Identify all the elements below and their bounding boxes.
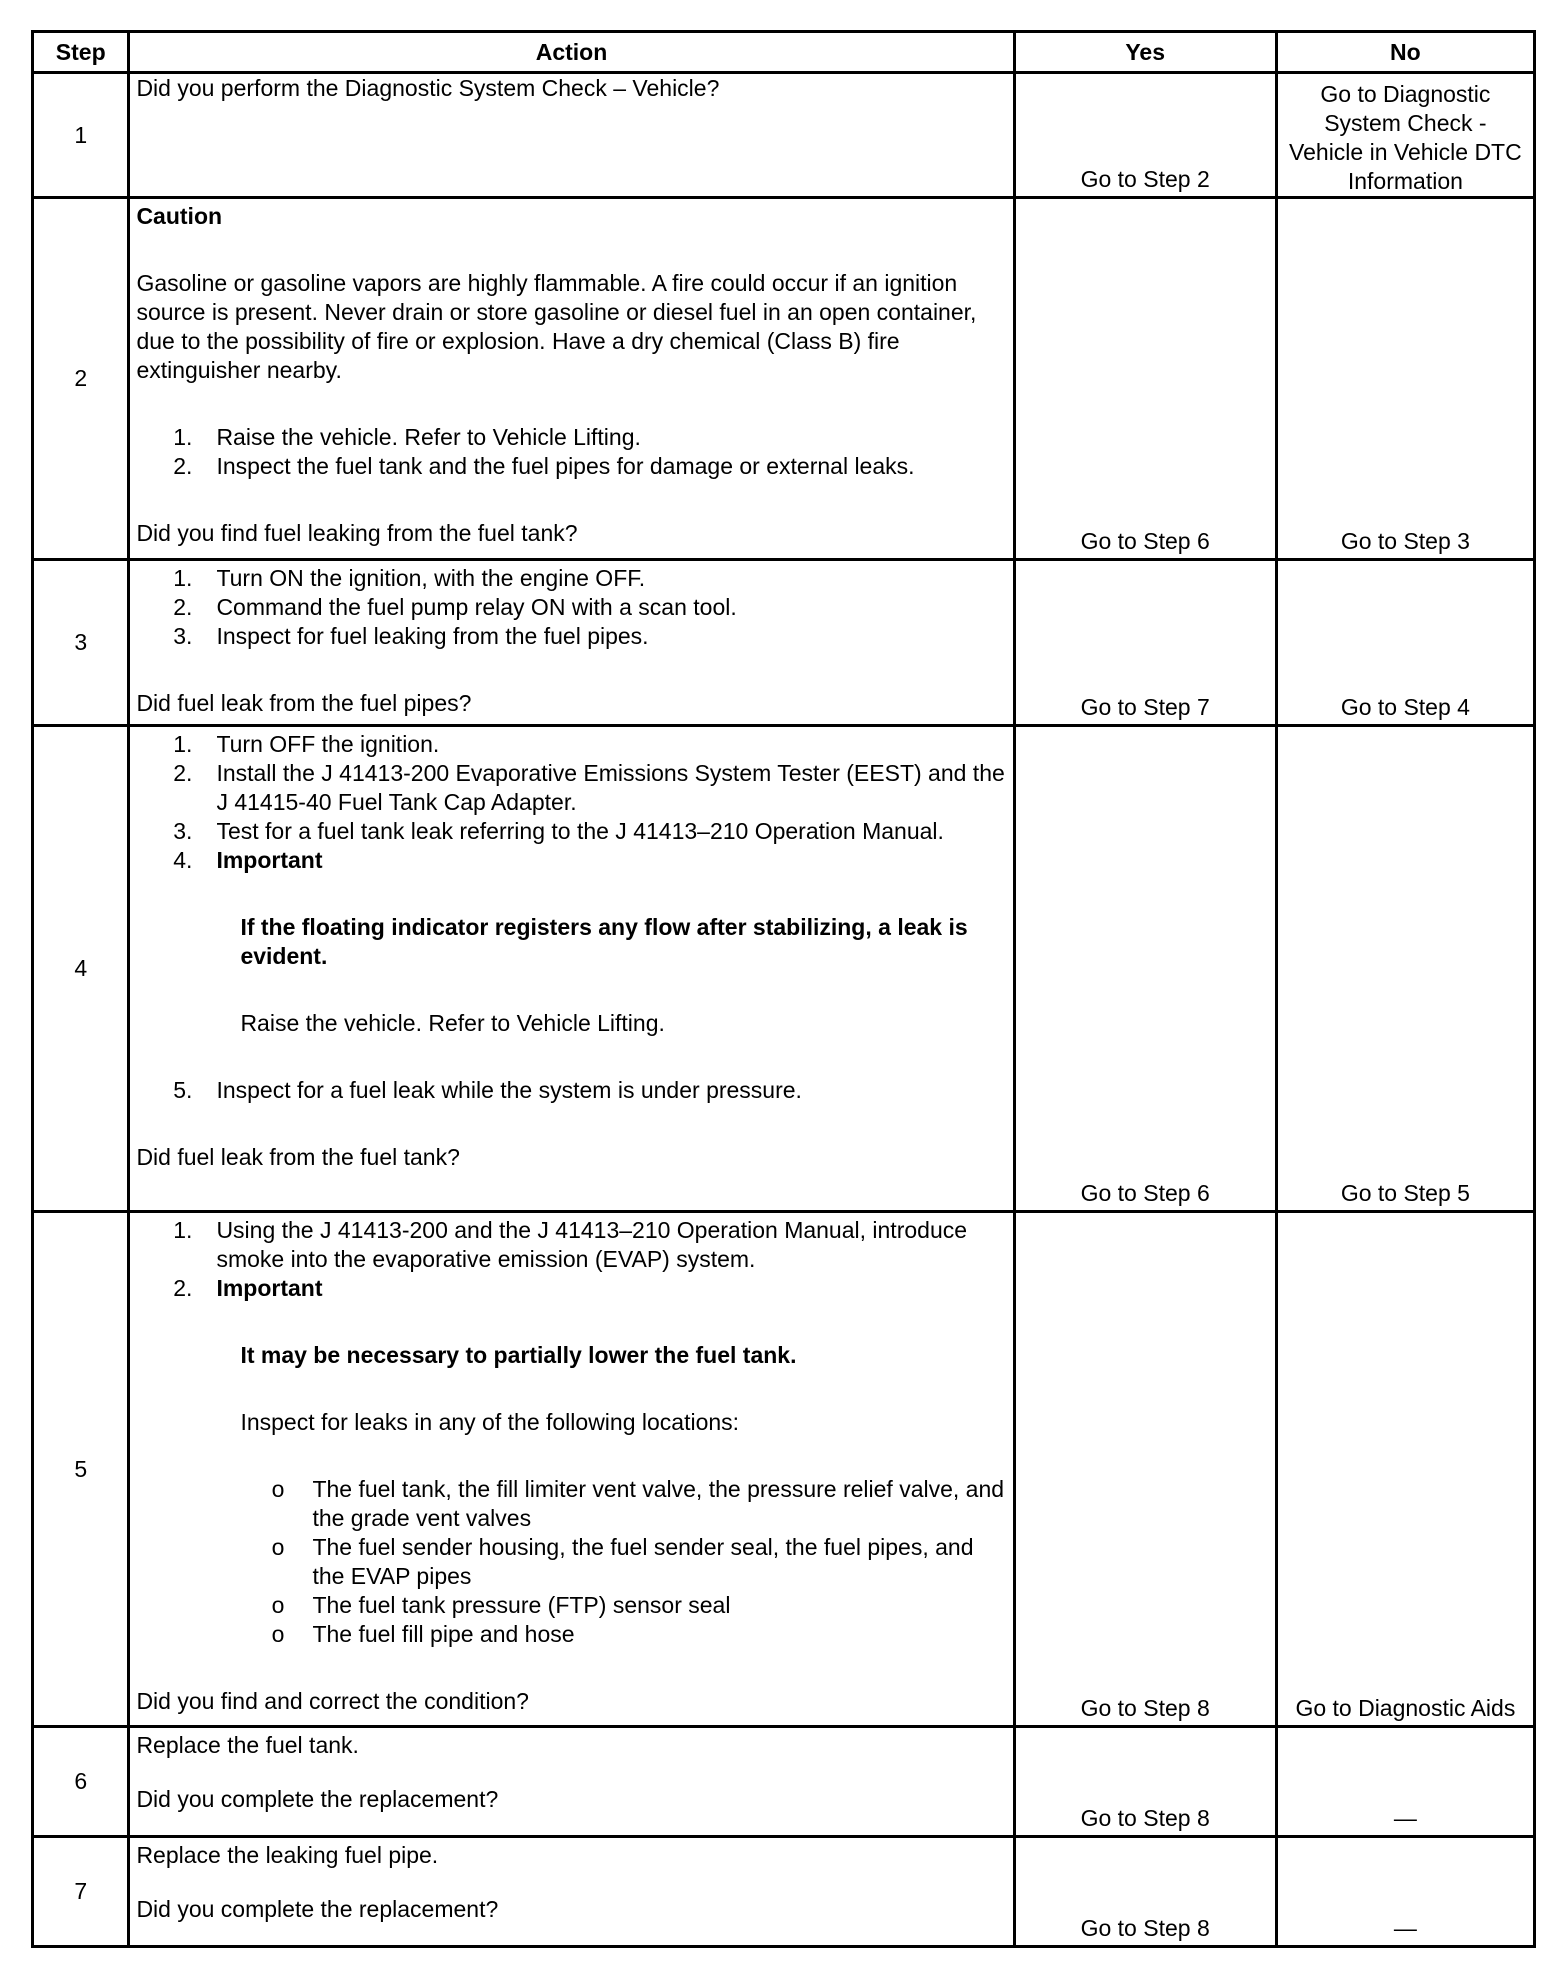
item-number: 1.: [173, 565, 193, 591]
step-number: 3: [33, 560, 129, 726]
action-cell: [129, 1837, 1014, 1947]
step-row-7: [33, 1837, 1535, 1947]
step-number: 7: [33, 1837, 129, 1947]
question-text: Did you complete the replacement?: [136, 1896, 499, 1922]
item-text: Inspect for a fuel leak while the system is under pressure.: [216, 1077, 802, 1103]
list-item: [136, 817, 1008, 846]
no-cell: Go to Step 5: [1276, 726, 1534, 1212]
item-number: 2.: [173, 453, 193, 479]
item-number: 1.: [173, 1217, 193, 1243]
bullet-item: [136, 1533, 1008, 1591]
item-number: 2.: [173, 1275, 193, 1301]
header-step: Step: [33, 32, 129, 73]
yes-cell: Go to Step 8: [1014, 1837, 1276, 1947]
header-no: No: [1276, 32, 1534, 73]
action-cell: [129, 560, 1014, 726]
caution-title: Caution: [136, 203, 223, 229]
step-number: 2: [33, 198, 129, 560]
header-row: [33, 32, 1535, 73]
item-text: Test for a fuel tank leak referring to the J 41413–210 Operation Manual.: [216, 818, 944, 844]
action-cell: [129, 1727, 1014, 1837]
caution-text: Gasoline or gasoline vapors are highly flammable. A fire could occur if an ignition source is present. Never drain or store gasoline or diesel fuel in an open container, due to the possibility of fire or explosion. Have a dry chemical (Class B) fire extinguisher nearby.: [136, 270, 977, 383]
question-text: Did you find and correct the condition?: [136, 1688, 529, 1714]
list-item: [136, 593, 1008, 622]
important-label: Important: [216, 1275, 323, 1301]
list-item: [136, 1274, 1008, 1303]
list-item: [136, 622, 1008, 651]
bullet-item: [136, 1591, 1008, 1620]
bullet-item: [136, 1475, 1008, 1533]
list-item: [136, 730, 1008, 759]
important-label: Important: [216, 847, 323, 873]
step-number: 6: [33, 1727, 129, 1837]
action-cell: [129, 726, 1014, 1212]
list-item: [136, 759, 1008, 817]
bullet-text: The fuel sender housing, the fuel sender seal, the fuel pipes, and the EVAP pipes: [312, 1534, 974, 1589]
no-cell: —: [1276, 1727, 1534, 1837]
question-text: Did you find fuel leaking from the fuel tank?: [136, 520, 578, 546]
diagnostic-table-container: [31, 30, 1536, 1948]
item-text: Using the J 41413-200 and the J 41413–210 Operation Manual, introduce smoke into the evaporative emission (EVAP) system.: [216, 1217, 968, 1272]
item-number: 2.: [173, 760, 193, 786]
instruction-text: Replace the fuel tank.: [136, 1732, 359, 1758]
step-row-2: [33, 198, 1535, 560]
question-text: Did fuel leak from the fuel pipes?: [136, 690, 472, 716]
no-cell: —: [1276, 1837, 1534, 1947]
bullet-icon: o: [271, 1592, 285, 1618]
list-item: [136, 423, 1008, 452]
item-text: Raise the vehicle. Refer to Vehicle Lifting.: [216, 424, 641, 450]
inspect-text: Inspect for leaks in any of the following locations:: [240, 1409, 740, 1435]
no-cell: Go to Step 3: [1276, 198, 1534, 560]
action-cell: [129, 73, 1014, 198]
question-text: Did you perform the Diagnostic System Check – Vehicle?: [136, 75, 720, 101]
important-text: If the floating indicator registers any flow after stabilizing, a leak is evident.: [240, 914, 968, 969]
step-number: 5: [33, 1212, 129, 1727]
list-item: [136, 564, 1008, 593]
step-number: 1: [33, 73, 129, 198]
item-text: Inspect for fuel leaking from the fuel pipes.: [216, 623, 649, 649]
no-cell: Go to Step 4: [1276, 560, 1534, 726]
list-item: [136, 846, 1008, 875]
item-number: 2.: [173, 594, 193, 620]
item-text: Inspect the fuel tank and the fuel pipes for damage or external leaks.: [216, 453, 915, 479]
bullet-text: The fuel fill pipe and hose: [312, 1621, 575, 1647]
item-number: 3.: [173, 623, 193, 649]
no-text: Go to Diagnostic System Check - Vehicle in Vehicle DTC Information: [1289, 81, 1522, 194]
header-action: Action: [129, 32, 1014, 73]
no-cell: Go to Diagnostic Aids: [1276, 1212, 1534, 1727]
question-text: Did you complete the replacement?: [136, 1786, 499, 1812]
no-cell: [1276, 73, 1534, 198]
item-text: Command the fuel pump relay ON with a scan tool.: [216, 594, 737, 620]
action-cell: [129, 1212, 1014, 1727]
step-row-5: [33, 1212, 1535, 1727]
after-important-text: Raise the vehicle. Refer to Vehicle Lifting.: [240, 1010, 665, 1036]
yes-cell: Go to Step 7: [1014, 560, 1276, 726]
diagnostic-table: [31, 30, 1536, 1948]
step-number: 4: [33, 726, 129, 1212]
yes-cell: Go to Step 6: [1014, 198, 1276, 560]
step-row-4: [33, 726, 1535, 1212]
list-item: [136, 1216, 1008, 1274]
yes-cell: Go to Step 6: [1014, 726, 1276, 1212]
item-number: 5.: [173, 1077, 193, 1103]
item-number: 1.: [173, 731, 193, 757]
item-number: 1.: [173, 424, 193, 450]
question-text: Did fuel leak from the fuel tank?: [136, 1144, 460, 1170]
action-cell: [129, 198, 1014, 560]
list-item: [136, 452, 1008, 481]
header-yes: Yes: [1014, 32, 1276, 73]
important-text: It may be necessary to partially lower the fuel tank.: [240, 1342, 797, 1368]
step-row-6: [33, 1727, 1535, 1837]
item-text: Install the J 41413-200 Evaporative Emissions System Tester (EEST) and the J 41415-40 Fuel Tank Cap Adapter.: [216, 760, 1005, 815]
item-number: 4.: [173, 847, 193, 873]
instruction-text: Replace the leaking fuel pipe.: [136, 1842, 439, 1868]
yes-cell: Go to Step 8: [1014, 1212, 1276, 1727]
item-number: 3.: [173, 818, 193, 844]
bullet-item: [136, 1620, 1008, 1649]
item-text: Turn OFF the ignition.: [216, 731, 440, 757]
bullet-text: The fuel tank, the fill limiter vent valve, the pressure relief valve, and the grade vent valves: [312, 1476, 1005, 1531]
step-row-3: [33, 560, 1535, 726]
bullet-icon: o: [271, 1476, 285, 1502]
bullet-icon: o: [271, 1534, 285, 1560]
bullet-icon: o: [271, 1621, 285, 1647]
bullet-text: The fuel tank pressure (FTP) sensor seal: [312, 1592, 731, 1618]
step-row-1: [33, 73, 1535, 198]
yes-cell: Go to Step 2: [1014, 73, 1276, 198]
item-text: Turn ON the ignition, with the engine OFF.: [216, 565, 646, 591]
yes-cell: Go to Step 8: [1014, 1727, 1276, 1837]
list-item: [136, 1076, 1008, 1105]
